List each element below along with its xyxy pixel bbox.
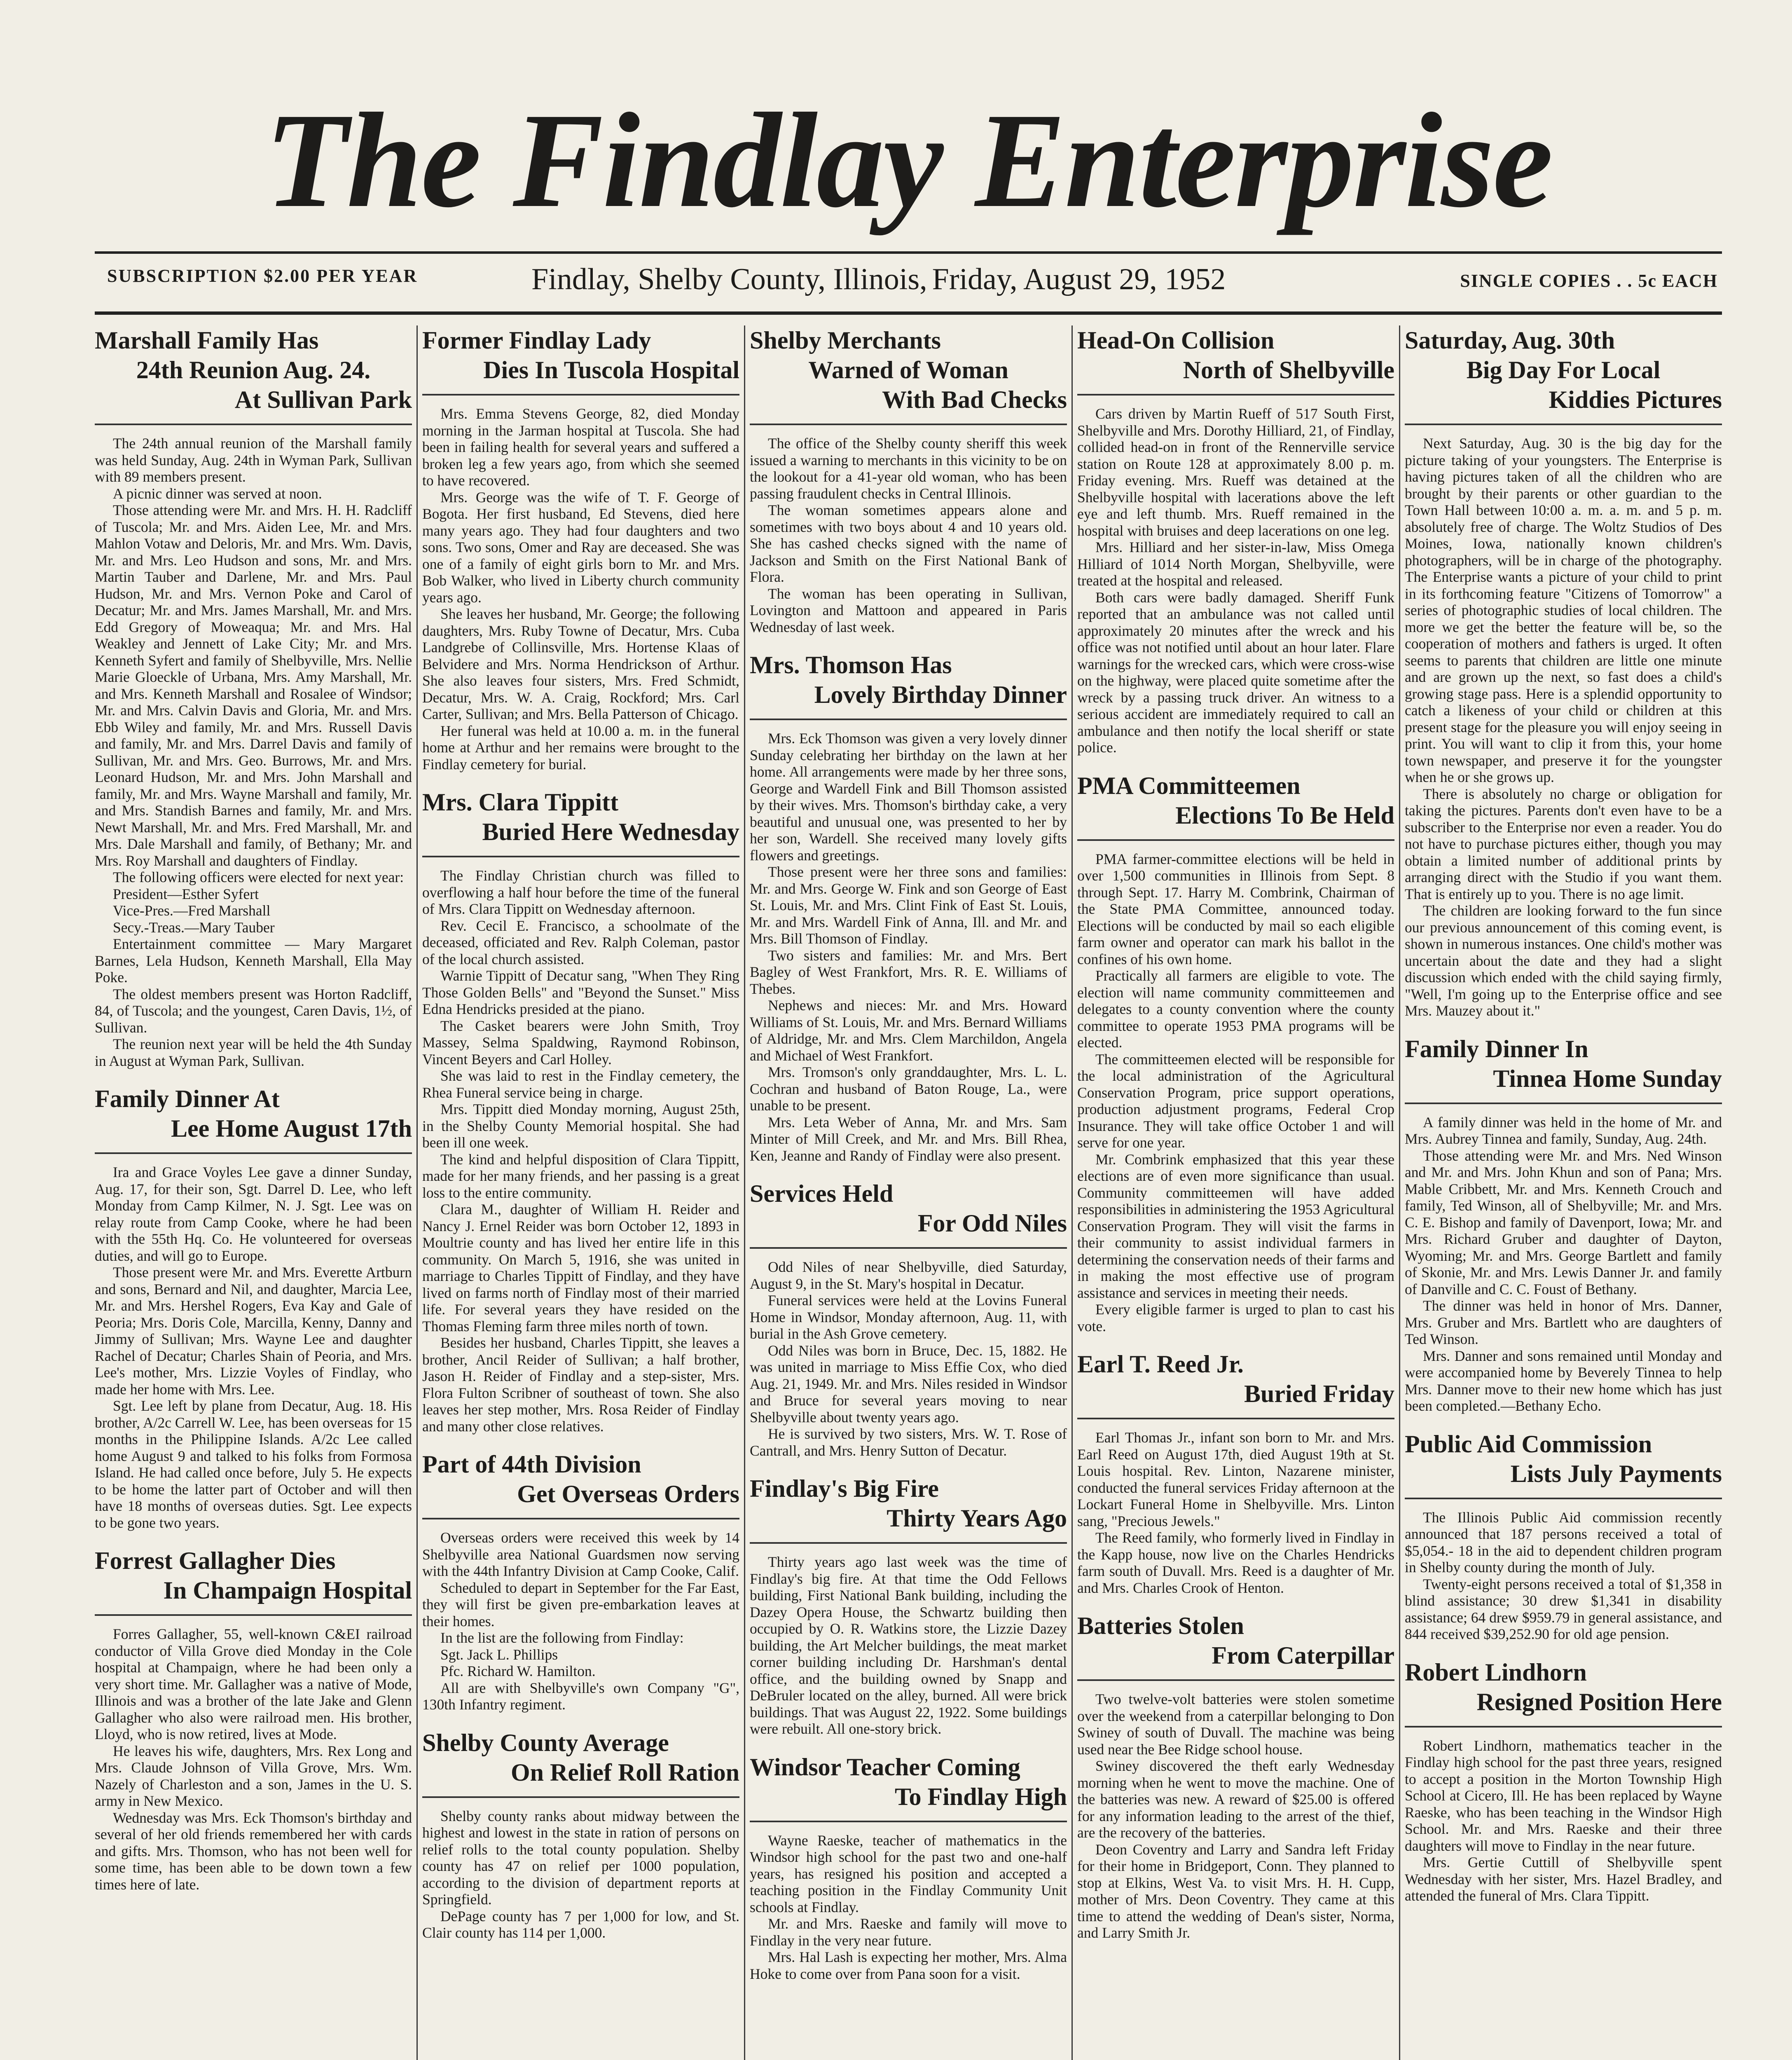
headline-line: To Findlay High [895, 1783, 1067, 1810]
story-paragraph: The children are looking forward to the fun since our previous announcement of this coming event, is shown in numerous instances. One child's mother was uncertain about the date and they had a slight discussion which ended with the child saying firmly, "Well, I'm going up to the Enterprise office and see Mrs. Mauzey about it." [1405, 902, 1722, 1019]
headline-rule [1077, 1418, 1394, 1419]
story-paragraph: Two sisters and families: Mr. and Mrs. Bert Bagley of West Frankfort, Mrs. R. E. Williams of Thebes. [750, 947, 1067, 997]
story-paragraph: Odd Niles was born in Bruce, Dec. 15, 1882. He was united in marriage to Miss Effie Cox, who died Aug. 21, 1949. Mr. and Mrs. Niles resided in Windsor and Bruce for several years moving to near Shelbyville about twenty years ago. [750, 1342, 1067, 1426]
news-column [1405, 325, 1722, 2060]
headline-line: Forrest Gallagher Dies [95, 1547, 336, 1574]
news-story [95, 325, 412, 1069]
headline-line: Lovely Birthday Dinner [814, 681, 1067, 708]
story-paragraph: Those attending were Mr. and Mrs. H. H. Radcliff of Tuscola; Mr. and Mrs. Aiden Lee, Mr. and Mrs. Mahlon Votaw and Deloris, Mr. and Mrs. Wm. Davis, Mr. and Mrs. Leo Hudson and sons, Mr. and Mrs. Martin Tauber and Darlene, Mr. and Mrs. Paul Hudson, Mr. and Mrs. Vernon Poke and Carol of Decatur; Mr. and Mrs. James Marshall, Mr. and Mrs. Edd Gregory of Moweaqua; Mr. and Mrs. Hal Weakley and Jennett of Lake City; Mr. and Mrs. Kenneth Syfert and family of Shelbyville, Mrs. Nellie Marie Gloeckle of Urbana, Mrs. Amy Marshall, Mr. and Mrs. Kenneth Marshall and Rosalee of Windsor; Mr. and Mrs. Calvin Davis and Gloria, Mr. and Mrs. Ebb Wiley and family, Mr. and Mrs. Russell Davis and family, Mr. and Mrs. Darrel Davis and family of Sullivan, Mr. and Mrs. Geo. Burrows, Mr. and Mrs. Leonard Hudson, Mr. and Mrs. John Marshall and family, Mr. and Mrs. Wayne Marshall and family, Mr. and Mrs. Standish Barnes and family, Mr. and Mrs. Newt Marshall, Mr. and Mrs. Fred Marshall, Mr. and Mrs. Dale Marshall and family, of Bethany; Mr. and Mrs. Roy Marshall and daughters of Findlay. [95, 502, 412, 869]
story-body [422, 1808, 739, 1941]
story-paragraph: Mrs. Tromson's only granddaughter, Mrs. L. L. Cochran and husband of Baton Rouge, La., were unable to be present. [750, 1064, 1067, 1114]
news-columns [95, 325, 1722, 2060]
headline-line: Shelby County Average [422, 1729, 669, 1756]
story-paragraph: Both cars were badly damaged. Sheriff Funk reported that an ambulance was not called until approximately 20 minutes after the wreck and his office was not notified until about an hour later. Flare warnings for the wrecked cars, which were cross-wise on the highway, were placed quite sometime after the wreck by a passing truck driver. An witness to a serious accident are immediately required to call an ambulance and then notify the local sheriff or state police. [1077, 589, 1394, 756]
story-paragraph: The Findlay Christian church was filled to overflowing a half hour before the time of the funeral of Mrs. Clara Tippitt on Wednesday afternoon. [422, 867, 739, 917]
story-headline [1077, 1611, 1394, 1670]
headline-line: Family Dinner In [1405, 1035, 1588, 1063]
headline-line: Warned of Woman [808, 356, 1008, 384]
story-paragraph: There is absolutely no charge or obligation for taking the pictures. Parents don't even have to be a subscriber to the Enterprise nor even a reader. You do not have to purchase pictures either, though you may obtain a limited number of additional prints by arranging direct with the Studio if you want them. That is entirely up to you. There is no age limit. [1405, 785, 1722, 902]
story-paragraph: All are with Shelbyville's own Company "G", 130th Infantry regiment. [422, 1679, 739, 1713]
news-story [422, 787, 739, 1435]
headline-line: Head-On Collision [1077, 327, 1275, 354]
story-paragraph: Shelby county ranks about midway between the highest and lowest in the state in ration of persons on relief rolls to the total county population. Shelby county has 47 on relief per 1000 population, according to the division of department reports at Springfield. [422, 1807, 739, 1908]
story-headline [422, 787, 739, 847]
story-body [422, 867, 739, 1435]
headline-line: Buried Here Wednesday [482, 818, 739, 845]
headline-line: Tinnea Home Sunday [1493, 1065, 1722, 1092]
story-paragraph: PMA farmer-committee elections will be held in over 1,500 communities in Illinois from Sept. 8 through Sept. 17. Harry M. Combrink, Chairman of the State PMA Committee, announced today. Elections will be conducted by mail so each eligible farm owner and operator can mark his ballot in the confines of his own home. [1077, 850, 1394, 967]
story-paragraph: Mrs. Leta Weber of Anna, Mr. and Mrs. Sam Minter of Mill Creek, and Mr. and Mrs. Bill Rhea, Ken, Jeanne and Randy of Findlay were also present. [750, 1114, 1067, 1164]
headline-rule [750, 1247, 1067, 1249]
headline-line: Lee Home August 17th [171, 1115, 412, 1142]
story-body [1405, 1114, 1722, 1414]
headline-line: PMA Committeemen [1077, 772, 1301, 799]
story-body [95, 435, 412, 1069]
news-story [95, 1084, 412, 1531]
story-paragraph: Entertainment committee — Mary Margaret Barnes, Lela Hudson, Kenneth Marshall, Ella May Poke. [95, 936, 412, 986]
story-paragraph: Mrs. Emma Stevens George, 82, died Monday morning in the Jarman hospital at Tuscola. She had been in failing health for several years and suffered a broken leg a few years ago, from which she seemed to have recovered. [422, 405, 739, 489]
story-paragraph: Thirty years ago last week was the time of Findlay's big fire. At that time the Odd Fellows building, First National Bank building, including the Dazey Opera House, the Schwartz building then occupied by O. R. Watkins store, the Lizzie Dazey building, the Art Melcher buildings, the meat market corner building including Dr. Harshman's dental office, and the building owned by Snapp and DeBruler located on the alley, burned. All were brick buildings. That was August 22, 1922. Some buildings were rebuilt. All one-story brick. [750, 1554, 1067, 1737]
story-paragraph: Clara M., daughter of William H. Reider and Nancy J. Ernel Reider was born October 12, 1893 in Moultrie county and has lived her entire life in this community. On March 5, 1916, she was united in marriage to Charles Tippitt of Findlay, and they have lived on farms north of Findlay most of their married life. For several years they have resided on the Thomas Fleming farm three miles north of town. [422, 1201, 739, 1334]
headline-line: Robert Lindhorn [1405, 1658, 1587, 1686]
story-paragraph: Vice-Pres.—Fred Marshall [113, 902, 271, 919]
story-headline [1077, 1349, 1394, 1409]
headline-line: Thirty Years Ago [887, 1505, 1067, 1532]
headline-line: Saturday, Aug. 30th [1405, 327, 1615, 354]
story-paragraph: Mrs. Tippitt died Monday morning, August 25th, in the Shelby County Memorial hospital. She had been ill one week. [422, 1101, 739, 1151]
story-paragraph: He is survived by two sisters, Mrs. W. T. Rose of Cantrall, and Mrs. Henry Sutton of Decatur. [750, 1426, 1067, 1459]
headline-rule [750, 719, 1067, 720]
issue-location: Findlay, Shelby County, Illinois, [531, 262, 927, 296]
story-paragraph: Mrs. Hal Lash is expecting her mother, Mrs. Alma Hoke to come over from Pana soon for a visit. [750, 1949, 1067, 1982]
story-body [750, 1554, 1067, 1737]
headline-line: Part of 44th Division [422, 1451, 641, 1478]
story-paragraph: Practically all farmers are eligible to vote. The election will name community committeemen and delegates to a county convention where the county committee to operate 1953 PMA programs will be elected. [1077, 967, 1394, 1051]
story-body [1077, 405, 1394, 756]
issue-line [531, 262, 1231, 297]
story-headline [95, 325, 412, 414]
story-paragraph: Forres Gallagher, 55, well-known C&EI railroad conductor of Villa Grove died Monday in the Cole hospital at Champaign, where he had been only a very short time. Mr. Gallagher was a native of Mode, Illinois and was a brother of the late Jake and Glenn Gallagher who also were railroad men. His brother, Lloyd, who is now retired, lives at Mode. [95, 1626, 412, 1742]
headline-line: Shelby Merchants [750, 327, 941, 354]
headline-line: Former Findlay Lady [422, 327, 651, 354]
story-headline [1405, 1429, 1722, 1489]
story-headline [1405, 1034, 1722, 1093]
column-rule [1399, 325, 1400, 2060]
headline-line: Mrs. Thomson Has [750, 651, 952, 679]
news-story [422, 1449, 739, 1713]
news-story [750, 650, 1067, 1164]
story-paragraph: Two twelve-volt batteries were stolen sometime over the weekend from a caterpillar belonging to Don Swiney of south of Duvall. The machine was being used near the Bee Ridge school house. [1077, 1691, 1394, 1758]
news-story [95, 1546, 412, 1893]
news-story [1077, 1349, 1394, 1596]
story-paragraph: The kind and helpful disposition of Clara Tippitt, made for her many friends, and her passing is a great loss to the entire community. [422, 1151, 739, 1201]
story-paragraph: Deon Coventry and Larry and Sandra left Friday for their home in Bridgeport, Conn. They planned to stop at Elkins, West Va. to visit Mrs. H. H. Cupp, mother of Mrs. Deon Coventry. They came at this time to attend the wedding of Dean's sister, Norma, and Larry Smith Jr. [1077, 1841, 1394, 1941]
story-paragraph: Mr. and Mrs. Raeske and family will move to Findlay in the very near future. [750, 1915, 1067, 1949]
story-headline [1405, 325, 1722, 414]
headline-rule [95, 1152, 412, 1154]
news-story [750, 1179, 1067, 1459]
column-rule [744, 325, 745, 2060]
headline-line: Resigned Position Here [1476, 1688, 1722, 1716]
story-headline [750, 1752, 1067, 1812]
story-headline [1077, 325, 1394, 385]
story-body [1077, 851, 1394, 1335]
story-body [1077, 1691, 1394, 1941]
story-paragraph: Ira and Grace Voyles Lee gave a dinner Sunday, Aug. 17, for their son, Sgt. Darrel D. Lee, who left Monday from Camp Kilmer, N. J. Sgt. Lee was on relay route from Camp Cooke, where he had been with the 55th Hq. Co. He volunteered for overseas duties, and will go to Europe. [95, 1164, 412, 1264]
headline-line: Buried Friday [1244, 1380, 1394, 1407]
story-paragraph: Mrs. Gertie Cuttill of Shelbyville spent Wednesday with her sister, Mrs. Hazel Bradley, and attended the funeral of Mrs. Clara Tippitt. [1405, 1854, 1722, 1904]
news-story [750, 1752, 1067, 1983]
story-paragraph: Overseas orders were received this week by 14 Shelbyville area National Guardsmen now serving with the 44th Infantry Division at Camp Cooke, Calif. [422, 1529, 739, 1579]
story-paragraph: Scheduled to depart in September for the Far East, they will first be given pre-embarkation leaves at their homes. [422, 1579, 739, 1629]
dateline-bar [95, 251, 1722, 315]
headline-rule [422, 394, 739, 396]
story-paragraph: The woman sometimes appears alone and sometimes with two boys about 4 and 10 years old. She has cashed checks signed with the name of Jackson and Smith on the First National Bank of Flora. [750, 502, 1067, 585]
newspaper-page [95, 58, 1722, 2060]
headline-line: Findlay's Big Fire [750, 1475, 939, 1502]
story-paragraph: Her funeral was held at 10.00 a. m. in the funeral home at Arthur and her remains were brought to the Findlay cemetery for burial. [422, 722, 739, 772]
news-story [750, 325, 1067, 635]
story-paragraph: Sgt. Jack L. Phillips [440, 1646, 558, 1663]
story-headline [750, 1179, 1067, 1238]
headline-line: Elections To Be Held [1175, 801, 1394, 829]
story-headline [95, 1546, 412, 1605]
story-paragraph: Besides her husband, Charles Tippitt, she leaves a brother, Ancil Reider of Sullivan; a half brother, Jason H. Reider of Findlay and a step-sister, Mrs. Flora Fulton Scribner of southeast of town. She also leaves her step mother, Mrs. Rosa Reider of Findlay and many other close relatives. [422, 1334, 739, 1435]
story-paragraph: The Casket bearers were John Smith, Troy Massey, Selma Spaldwing, Raymond Robinson, Vincent Beyers and Carl Holley. [422, 1017, 739, 1067]
story-body [750, 435, 1067, 635]
story-paragraph: DePage county has 7 per 1,000 for low, and St. Clair county has 114 per 1,000. [422, 1908, 739, 1941]
story-paragraph: Funeral services were held at the Lovins Funeral Home in Windsor, Monday afternoon, Aug. 11, with burial in the Ash Grove cemetery. [750, 1292, 1067, 1342]
story-paragraph: Mr. Combrink emphasized that this year these elections are of even more significance than usual. Community committeemen will have added responsibilities in administering the 1953 Agricultural Conservation Program. They will visit the farms in their community to assist individual farmers in determining the conservation needs of their farms and in making the most effective use of program assistance and services in meeting their needs. [1077, 1151, 1394, 1301]
story-paragraph: The office of the Shelby county sheriff this week issued a warning to merchants in this vicinity to be on the lookout for a 41-year old woman, who has been passing fraudulent checks in Central Illinois. [750, 435, 1067, 502]
story-paragraph: Sgt. Lee left by plane from Decatur, Aug. 18. His brother, A/2c Carrell W. Lee, has been overseas for 15 months in the Philippine Islands. A/2c Lee called home August 9 and talked to his folks from Formosa Island. He had called once before, July 5. He expects to be home the latter part of October and will then have 18 months of overseas duties. Sgt. Lee expects to be gone two years. [95, 1398, 412, 1531]
story-paragraph: The reunion next year will be held the 4th Sunday in August at Wyman Park, Sullivan. [95, 1036, 412, 1069]
story-body [95, 1164, 412, 1531]
headline-rule [95, 1614, 412, 1616]
headline-line: Get Overseas Orders [517, 1480, 739, 1508]
story-headline [95, 1084, 412, 1143]
story-paragraph: Those attending were Mr. and Mrs. Ned Winson and Mr. and Mrs. John Khun and son of Pana; Mrs. Mable Cribbett, Mr. and Mrs. Kenneth Crouch and family, Ted Winson, all of Shelbyville; Mr. and Mrs. C. E. Bishop and family of Davenport, Iowa; Mr. and Mrs. Richard Gruber and daughter of Dayton, Wyoming; Mr. and Mrs. George Bartlett and family of Skonie, Mr. and Mrs. Lewis Danner Jr. and family of Danville and C. C. Foust of Bethany. [1405, 1147, 1722, 1297]
news-story [422, 1728, 739, 1941]
headline-line: Kiddies Pictures [1549, 386, 1722, 413]
story-body [1405, 1737, 1722, 1904]
news-story [1405, 325, 1722, 1019]
headline-line: North of Shelbyville [1183, 356, 1394, 384]
story-paragraph: Odd Niles of near Shelbyville, died Saturday, August 9, in the St. Mary's hospital in Decatur. [750, 1259, 1067, 1292]
headline-line: In Champaign Hospital [163, 1577, 412, 1604]
headline-rule [422, 856, 739, 857]
news-column [750, 325, 1067, 2060]
story-paragraph: Mrs. George was the wife of T. F. George of Bogota. Her first husband, Ed Stevens, died here many years ago. They had four daughters and two sons. Two sons, Omer and Ray are deceased. She was one of a family of eight girls born to Mr. and Mrs. Bob Walker, who lived in Liberty church community years ago. [422, 489, 739, 606]
story-paragraph: Those present were Mr. and Mrs. Everette Artburn and sons, Bernard and Nil, and daughter, Marcia Lee, Mr. and Mrs. Hershel Rogers, Eva Kay and Gale of Peoria; Mrs. Doris Cole, Marcilla, Kenny, Danny and Jimmy of Sullivan; Mrs. Wayne Lee and daughter Rachel of Decatur; Charles Shain of Peoria, and Mrs. Lee's mother, Mrs. Lizzie Voyles of Findlay, who made her home with Mrs. Lee. [95, 1264, 412, 1398]
story-paragraph: A family dinner was held in the home of Mr. and Mrs. Aubrey Tinnea and family, Sunday, Aug. 24th. [1405, 1114, 1722, 1147]
headline-line: 24th Reunion Aug. 24. [136, 356, 371, 384]
headline-line: On Relief Roll Ration [511, 1758, 739, 1786]
story-body [1405, 435, 1722, 1019]
story-paragraph: A picnic dinner was served at noon. [113, 485, 322, 502]
news-story [1077, 771, 1394, 1335]
headline-line: At Sullivan Park [234, 386, 412, 413]
story-paragraph: The committeemen elected will be responsible for the local administration of the Agricultural Conservation Program, price support operations, production adjustment programs, Federal Crop Insurance. They will take office October 1 and will serve for one year. [1077, 1051, 1394, 1151]
headline-line: Batteries Stolen [1077, 1612, 1244, 1639]
story-paragraph: Wednesday was Mrs. Eck Thomson's birthday and several of her old friends remembered her with cards and gifts. Mrs. Thomson, who has not been well for some time, has been able to be down town a few times here of late. [95, 1809, 412, 1893]
story-paragraph: Next Saturday, Aug. 30 is the big day for the picture taking of your youngsters. The Enterprise is having pictures taken of all the children who are brought by their parents or other guardian to the Town Hall between 10:00 a. m. a. m. and 5 p. m. absolutely free of charge. The Woltz Studios of Des Moines, Iowa, nationally known children's photographers, will be in charge of the photography. The Enterprise wants a picture of your child to print in its forthcoming feature "Citizens of Tomorrow" a series of photographic studies of local children. The more we get the better the feature will be, so the cooperation of mothers and fathers is urged. It often seems to parents that children are little one minute and are grown up the next, so fast does a child's growing stage pass. Here is a splendid opportunity to catch a likeness of your child or children at this present stage for the pleasure you will enjoy seeing in print. You will want to clip it from this, your home town newspaper, and preserve it for the youngster when he or she grows up. [1405, 435, 1722, 785]
story-headline [750, 650, 1067, 709]
story-paragraph: Secy.-Treas.—Mary Tauber [113, 919, 275, 936]
story-paragraph: Mrs. Danner and sons remained until Monday and were accompanied home by Beverely Tinnea to help Mrs. Danner move to their new home which has just been completed.—Bethany Echo. [1405, 1347, 1722, 1414]
headline-rule [422, 1518, 739, 1519]
story-body [422, 405, 739, 772]
single-copy-price: SINGLE COPIES . . 5c EACH [1460, 271, 1718, 291]
story-paragraph: The Reed family, who formerly lived in Findlay in the Kapp house, now live on the Charles Hendricks farm south of Duvall. Mrs. Reed is a daughter of Mr. and Mrs. Charles Crook of Henton. [1077, 1529, 1394, 1596]
story-paragraph: Wayne Raeske, teacher of mathematics in the Windsor high school for the past two and one-half years, has resigned his position and accepted a teaching position in the Findlay Community Unit schools at Findlay. [750, 1832, 1067, 1915]
headline-rule [422, 1796, 739, 1798]
news-column [422, 325, 739, 2060]
story-paragraph: In the list are the following from Findlay: [440, 1629, 684, 1646]
story-headline [750, 1474, 1067, 1533]
story-body [422, 1529, 739, 1713]
story-paragraph: Mrs. Eck Thomson was given a very lovely dinner Sunday celebrating her birthday on the lawn at her home. All arrangements were made by her three sons, George and Wardell Fink and Bill Thomson assisted by their wives. Mrs. Thomson's birthday cake, a very beautiful and unusual one, was presented to her by her son, Wardell. She received many lovely gifts flowers and greetings. [750, 730, 1067, 864]
headline-line: From Caterpillar [1212, 1642, 1394, 1669]
headline-rule [750, 424, 1067, 425]
story-paragraph: President—Esther Syfert [113, 885, 259, 902]
news-story [422, 325, 739, 772]
story-body [750, 1832, 1067, 1983]
news-column [1077, 325, 1394, 2060]
news-story [1077, 325, 1394, 756]
headline-line: Big Day For Local [1466, 356, 1661, 384]
story-body [750, 1259, 1067, 1459]
story-headline [422, 1728, 739, 1787]
story-paragraph: The dinner was held in honor of Mrs. Danner, Mrs. Gruber and Mrs. Bartlett who are daughters of Ted Winson. [1405, 1297, 1722, 1347]
headline-rule [1077, 394, 1394, 396]
story-paragraph: The woman has been operating in Sullivan, Lovington and Mattoon and appeared in Paris Wednesday of last week. [750, 585, 1067, 635]
headline-line: With Bad Checks [882, 386, 1067, 413]
story-headline [422, 325, 739, 385]
headline-line: Public Aid Commission [1405, 1430, 1652, 1458]
headline-line: Mrs. Clara Tippitt [422, 789, 619, 816]
headline-line: Marshall Family Has [95, 327, 319, 354]
subscription-price: SUBSCRIPTION $2.00 PER YEAR [107, 266, 418, 286]
story-paragraph: Pfc. Richard W. Hamilton. [440, 1663, 596, 1679]
story-paragraph: Robert Lindhorn, mathematics teacher in the Findlay high school for the past three years, resigned to accept a position in the Morton Township High School at Cicero, Ill. He has been replaced by Wayne Raeske, who has been teaching in the Windsor High School. Mr. and Mrs. Raeske and their three daughters will move to Findlay in the near future. [1405, 1737, 1722, 1854]
story-paragraph: Rev. Cecil E. Francisco, a schoolmate of the deceased, officiated and Rev. Ralph Coleman, pastor of the local church assisted. [422, 917, 739, 967]
story-headline [750, 325, 1067, 414]
story-paragraph: He leaves his wife, daughters, Mrs. Rex Long and Mrs. Claude Johnson of Villa Grove, Mrs. Wm. Nazely of Charleston and a son, James in the U. S. army in New Mexico. [95, 1742, 412, 1809]
story-body [95, 1626, 412, 1893]
headline-line: Family Dinner At [95, 1085, 280, 1112]
story-paragraph: Cars driven by Martin Rueff of 517 South First, Shelbyville and Mrs. Dorothy Hilliard, 21, of Findlay, collided head-on in front of the Rennerville service station on Route 128 at approximately 8.00 p. m. Friday evening. Mrs. Rueff was detained at the Shelbyville hospital with lacerations above the left eye and left thumb. Mrs. Rueff remained in the hospital with bruises and deep lacerations on one leg. [1077, 405, 1394, 539]
story-paragraph: Twenty-eight persons received a total of $1,358 in blind assistance; 30 drew $1,341 in disability assistance; 64 drew $959.79 in general assistance, and 844 received $39,252.90 for old age pension. [1405, 1575, 1722, 1642]
story-paragraph: Swiney discovered the theft early Wednesday morning when he went to move the machine. One of the batteries was new. A reward of $25.00 is offered for any information leading to the arrest of the thief, are the recovery of the batteries. [1077, 1758, 1394, 1841]
story-headline [1077, 771, 1394, 830]
story-paragraph: Earl Thomas Jr., infant son born to Mr. and Mrs. Earl Reed on August 17th, died August 19th at St. Louis hospital. Rev. Linton, Nazarene minister, conducted the funeral services Friday afternoon at the Lockart Funeral Home in Shelbyville. Mrs. Linton sang, "Precious Jewels." [1077, 1429, 1394, 1529]
masthead-title: The Findlay Enterprise [264, 85, 1552, 236]
story-paragraph: She leaves her husband, Mr. George; the following daughters, Mrs. Ruby Towne of Decatur, Mrs. Cuba Landgrebe of Collinsville, Mrs. Hortense Klaas of Belvidere and Mrs. Norma Hendrickson of Arthur. She also leaves four sisters, Mrs. Fred Schmidt, Decatur, Mrs. W. A. Craig, Rockford; Mrs. Carl Carter, Sullivan; and Mrs. Bella Patterson of Chicago. [422, 606, 739, 722]
headline-rule [1077, 839, 1394, 841]
column-rule [1071, 325, 1073, 2060]
news-story [1405, 1429, 1722, 1643]
story-paragraph: The Illinois Public Aid commission recently announced that 187 persons received a total of $5,054.- 18 in the aid to dependent children program in Shelby county during the month of July. [1405, 1509, 1722, 1575]
story-headline [1405, 1657, 1722, 1717]
issue-date: Friday, August 29, 1952 [932, 262, 1226, 296]
headline-line: Dies In Tuscola Hospital [483, 356, 739, 384]
headline-line: Earl T. Reed Jr. [1077, 1351, 1244, 1378]
story-paragraph: Every eligible farmer is urged to plan to cast his vote. [1077, 1301, 1394, 1334]
headline-line: Windsor Teacher Coming [750, 1753, 1020, 1781]
headline-rule [750, 1821, 1067, 1822]
headline-rule [1077, 1679, 1394, 1681]
story-headline [422, 1449, 739, 1509]
story-body [1405, 1509, 1722, 1643]
story-body [1077, 1429, 1394, 1596]
news-story [1077, 1611, 1394, 1941]
news-column [95, 325, 412, 2060]
story-paragraph: Nephews and nieces: Mr. and Mrs. Howard Williams of St. Louis, Mr. and Mrs. Bernard Williams of Aldridge, Mr. and Mrs. Clem Marchildon, Angela and Michael of West Frankfort. [750, 997, 1067, 1064]
story-paragraph: Mrs. Hilliard and her sister-in-law, Miss Omega Hilliard of 1014 North Morgan, Shelbyville, were treated at the hospital and released. [1077, 539, 1394, 589]
story-paragraph: Warnie Tippitt of Decatur sang, "When They Ring Those Golden Bells" and "Beyond the Sunset." Miss Edna Hendricks presided at the piano. [422, 967, 739, 1017]
news-story [750, 1474, 1067, 1737]
headline-rule [1405, 1726, 1722, 1728]
headline-rule [1405, 424, 1722, 425]
headline-rule [1405, 1103, 1722, 1104]
story-paragraph: The oldest members present was Horton Radcliff, 84, of Tuscola; and the youngest, Caren Davis, 1½, of Sullivan. [95, 986, 412, 1036]
story-paragraph: She was laid to rest in the Findlay cemetery, the Rhea Funeral service being in charge. [422, 1067, 739, 1101]
news-story [1405, 1657, 1722, 1904]
story-body [750, 730, 1067, 1164]
headline-line: Services Held [750, 1180, 894, 1207]
headline-rule [750, 1542, 1067, 1544]
column-rule [416, 325, 418, 2060]
story-paragraph: Those present were her three sons and families: Mr. and Mrs. George W. Fink and son George of East St. Louis, Mr. and Mrs. Clint Fink of East St. Louis, Mr. and Mrs. Wardell Fink of Anna, Ill. and Mr. and Mrs. Bill Thomson of Findlay. [750, 864, 1067, 947]
headline-line: For Odd Niles [917, 1210, 1067, 1237]
story-paragraph: The 24th annual reunion of the Marshall family was held Sunday, Aug. 24th in Wyman Park, Sullivan with 89 members present. [95, 435, 412, 485]
headline-line: Lists July Payments [1510, 1460, 1722, 1487]
story-paragraph: The following officers were elected for next year: [113, 869, 404, 885]
news-story [1405, 1034, 1722, 1414]
headline-rule [1405, 1498, 1722, 1499]
headline-rule [95, 424, 412, 425]
